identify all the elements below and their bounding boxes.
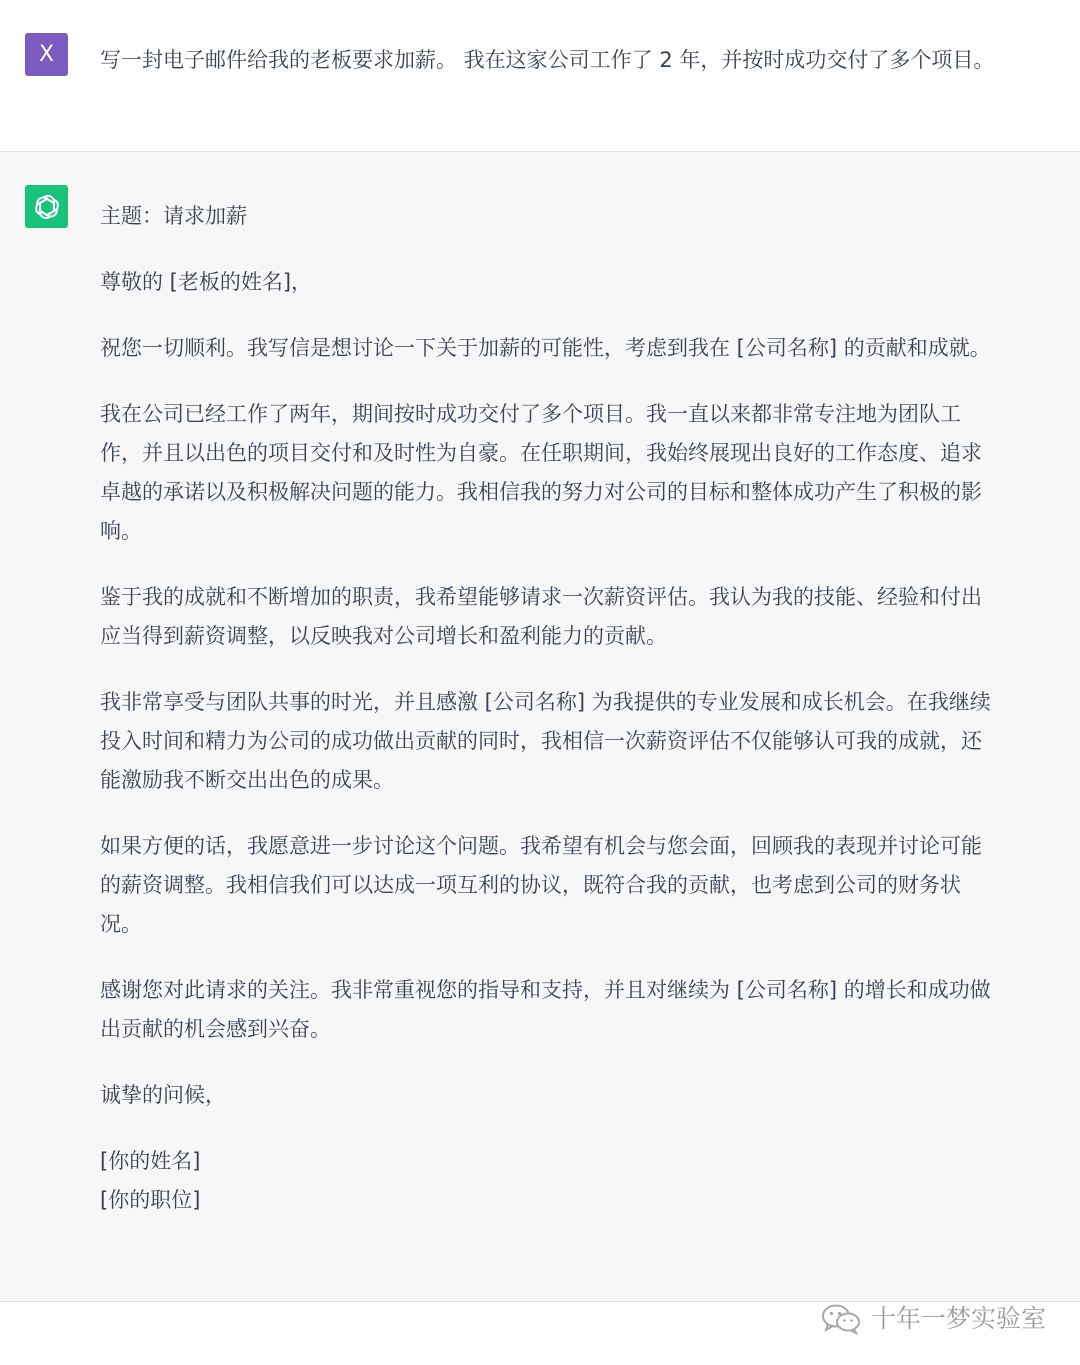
user-avatar: X (25, 33, 68, 76)
watermark (819, 1299, 1046, 1339)
email-closing: 诚挚的问候， (100, 1083, 226, 1107)
email-subject: 主题：请求加薪 (100, 204, 247, 228)
email-signature-title: [你的职位] (100, 1188, 201, 1212)
assistant-avatar (25, 185, 68, 228)
email-paragraph: 如果方便的话，我愿意进一步讨论这个问题。我希望有机会与您会面，回顾我的表现并讨论可能的薪资调整。我相信我们可以达成一项互利的协议，既符合我的贡献，也考虑到公司的财务状况。 (100, 834, 982, 936)
assistant-message-body (100, 197, 1000, 1220)
user-message-block (0, 0, 1080, 152)
wechat-icon (819, 1302, 863, 1336)
email-paragraph: 感谢您对此请求的关注。我非常重视您的指导和支持，并且对继续为 [公司名称] 的增长和成功做出贡献的机会感到兴奋。 (100, 978, 991, 1041)
email-greeting: 尊敬的 [老板的姓名]， (100, 270, 313, 294)
assistant-message-block (0, 152, 1080, 1302)
user-message-text: 写一封电子邮件给我的老板要求加薪。 我在这家公司工作了 2 年，并按时成功交付了多个项目。 (100, 48, 995, 72)
email-paragraph: 鉴于我的成就和不断增加的职责，我希望能够请求一次薪资评估。我认为我的技能、经验和付出应当得到薪资调整，以反映我对公司增长和盈利能力的贡献。 (100, 585, 982, 648)
openai-logo-icon (32, 192, 62, 222)
watermark-text: 十年一梦实验室 (870, 1304, 1046, 1333)
email-paragraph: 祝您一切顺利。我写信是想讨论一下关于加薪的可能性，考虑到我在 [公司名称] 的贡献和成就。 (100, 336, 991, 360)
email-signature-name: [你的姓名] (100, 1149, 201, 1173)
email-paragraph: 我在公司已经工作了两年，期间按时成功交付了多个项目。我一直以来都非常专注地为团队工作，并且以出色的项目交付和及时性为自豪。在任职期间，我始终展现出良好的工作态度、追求卓越的承诺以及积极解决问题的能力。我相信我的努力对公司的目标和整体成功产生了积极的影响。 (100, 402, 982, 543)
email-paragraph: 我非常享受与团队共事的时光，并且感激 [公司名称] 为我提供的专业发展和成长机会。在我继续投入时间和精力为公司的成功做出贡献的同时，我相信一次薪资评估不仅能够认可我的成就，还能激励我不断交出出色的成果。 (100, 690, 991, 792)
